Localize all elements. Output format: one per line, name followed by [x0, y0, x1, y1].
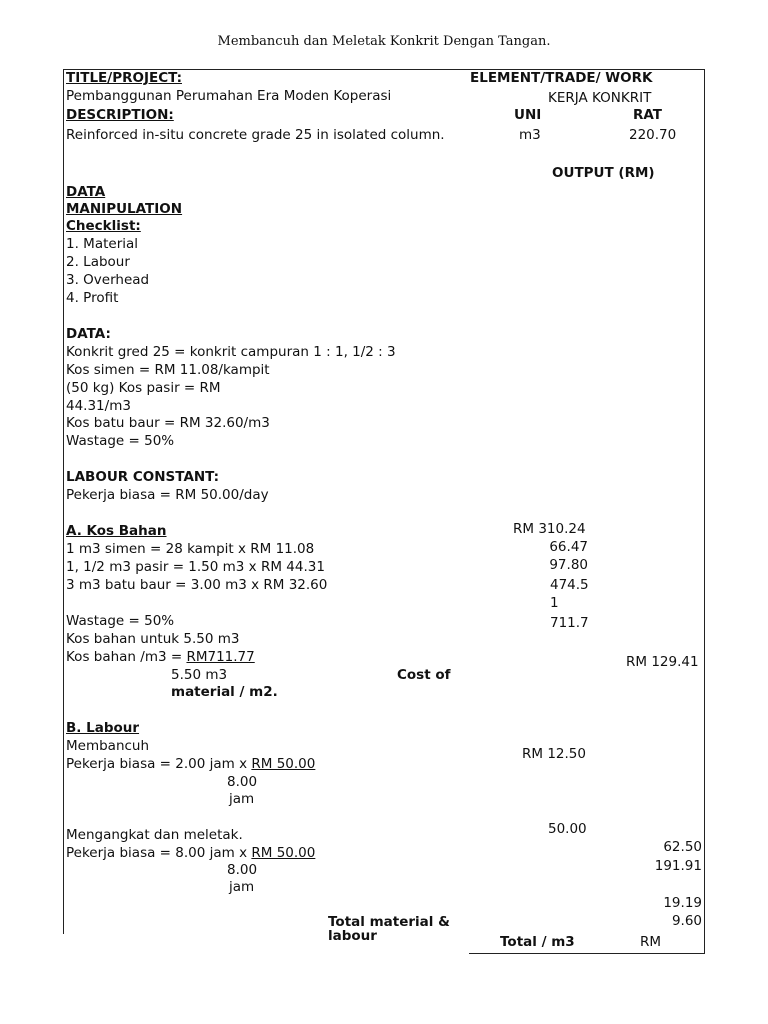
labour-line	[66, 845, 315, 862]
data-label: DATA:	[66, 326, 111, 342]
material-value: RM 310.24	[513, 521, 586, 537]
material-value: 97.80	[549, 557, 588, 573]
material-cost-total: RM 129.41	[626, 654, 699, 670]
material-value: 66.47	[549, 539, 588, 555]
labour-constant-line: Pekerja biasa = RM 50.00/day	[66, 487, 269, 503]
output-value: 191.91	[654, 858, 702, 874]
labour-line-label: Pekerja biasa = 8.00 jam x	[66, 845, 252, 861]
labour-value: RM 12.50	[522, 746, 586, 762]
cost-of-label: Cost of	[397, 667, 451, 683]
kos-bahan-divisor: 5.50 m3	[171, 667, 228, 683]
frame-right-border	[704, 69, 705, 954]
labour-divisor: 8.00	[227, 774, 258, 790]
labour-value: 50.00	[548, 821, 587, 837]
data-line: (50 kg) Kos pasir = RM	[66, 380, 221, 396]
frame-left-border	[63, 69, 64, 934]
data-line: Kos batu baur = RM 32.60/m3	[66, 415, 270, 431]
wastage-line: Wastage = 50%	[66, 613, 175, 629]
material-line: 3 m3 batu baur = 3.00 m3 x RM 32.60	[66, 577, 328, 593]
material-value-wrap: 1	[550, 595, 559, 611]
data-manipulation-heading: DATA	[66, 184, 106, 200]
output-value: 19.19	[663, 895, 702, 911]
description-label: DESCRIPTION:	[66, 107, 174, 123]
total-rm-label: RM	[640, 934, 662, 950]
checklist-item: 2. Labour	[66, 254, 130, 270]
rate-value: 220.70	[629, 127, 677, 143]
document-title: Membancuh dan Meletak Konkrit Dengan Tangan.	[217, 34, 551, 49]
kos-bahan-heading: A. Kos Bahan	[66, 523, 167, 539]
data-line: Wastage = 50%	[66, 433, 175, 449]
material-value: 474.5	[550, 577, 589, 593]
title-project-label: TITLE/PROJECT:	[66, 70, 182, 86]
labour-line-label: Pekerja biasa = 2.00 jam x	[66, 756, 252, 772]
kos-bahan-per-m3-value: RM711.77	[186, 649, 255, 665]
wastage-value: 711.7	[550, 615, 589, 631]
output-rm-header: OUTPUT (RM)	[552, 165, 655, 181]
data-manipulation-heading-2: MANIPULATION	[66, 201, 183, 217]
element-trade-label: ELEMENT/TRADE/ WORK	[470, 70, 653, 86]
total-per-m3-label: Total / m3	[500, 934, 575, 950]
checklist-label: Checklist:	[66, 218, 141, 234]
output-value: 62.50	[663, 839, 702, 855]
labour-rate: RM 50.00	[251, 756, 316, 772]
work-description: Reinforced in-situ concrete grade 25 in isolated column.	[66, 127, 445, 143]
labour-divisor-unit: jam	[229, 791, 255, 807]
checklist-item: 3. Overhead	[66, 272, 150, 288]
labour-line	[66, 756, 315, 773]
data-line: Kos simen = RM 11.08/kampit	[66, 362, 270, 378]
checklist-item: 1. Material	[66, 236, 139, 252]
checklist-item: 4. Profit	[66, 290, 119, 306]
labour-divisor-unit: jam	[229, 879, 255, 895]
kos-bahan-per-m3	[66, 649, 255, 666]
unit-column-header: UNI	[514, 107, 542, 123]
unit-value: m3	[519, 127, 541, 143]
trade-name: KERJA KONKRIT	[548, 90, 652, 106]
total-material-labour-label-cut: labour	[328, 928, 377, 944]
data-line: 44.31/m3	[66, 398, 131, 414]
labour-heading: B. Labour	[66, 720, 140, 736]
output-value: 9.60	[671, 913, 702, 929]
labour-rate: RM 50.00	[251, 845, 316, 861]
membancuh-label: Membancuh	[66, 738, 150, 754]
labour-constant-label: LABOUR CONSTANT:	[66, 469, 220, 485]
material-line: 1 m3 simen = 28 kampit x RM 11.08	[66, 541, 315, 557]
material-per-m2-label: material / m2.	[171, 684, 278, 700]
labour-divisor: 8.00	[227, 862, 258, 878]
data-line: Konkrit gred 25 = konkrit campuran 1 : 1, 1/2 : 3	[66, 344, 396, 360]
total-material-labour-label: Total material &	[328, 914, 450, 930]
mengangkat-label: Mengangkat dan meletak.	[66, 827, 243, 843]
material-line: 1, 1/2 m3 pasir = 1.50 m3 x RM 44.31	[66, 559, 325, 575]
project-name: Pembanggunan Perumahan Era Moden Koperasi	[66, 88, 392, 104]
kos-bahan-per-m3-label: Kos bahan /m3 =	[66, 649, 187, 665]
kos-bahan-untuk: Kos bahan untuk 5.50 m3	[66, 631, 240, 647]
rate-column-header: RAT	[633, 107, 663, 123]
total-row-underline	[469, 953, 705, 954]
